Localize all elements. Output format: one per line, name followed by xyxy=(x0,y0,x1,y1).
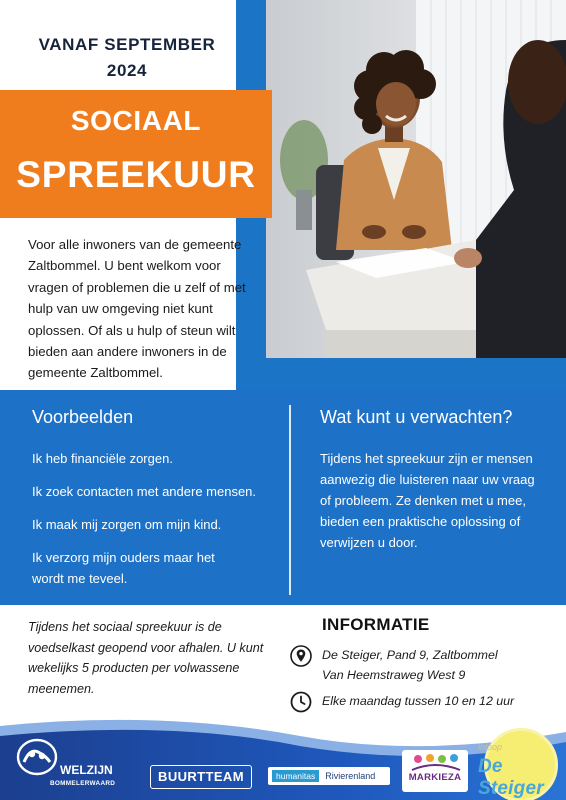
meeting-photo xyxy=(266,0,566,358)
location-line-2: Van Heemstraweg West 9 xyxy=(322,668,466,682)
example-item: Ik zoek contacten met andere mensen. xyxy=(32,484,257,499)
humanitas-label: humanitas xyxy=(272,770,319,782)
expectations-text: Tijdens het spreekuur zijn er mensen aanwezig die luisteren naar uw vraag of probleem. Ze denken met u mee, bieden een praktische oplossing of verwijzen u door. xyxy=(320,451,535,550)
food-cupboard-note: Tijdens het sociaal spreekuur is de voedselkast geopend voor afhalen. U kunt wekelijks 5 producten per volwassene meenemen. xyxy=(28,620,264,696)
welzijn-logo-name: WELZIJN xyxy=(60,763,113,777)
start-date xyxy=(20,32,234,84)
de-steiger-label: De Steiger xyxy=(478,756,544,799)
info-title: INFORMATIE xyxy=(322,615,430,634)
welzijn-logo-sub: BOMMELERWAARD xyxy=(50,780,116,787)
map-pin-icon xyxy=(290,645,312,667)
start-date-line-1: VANAF SEPTEMBER xyxy=(38,35,216,54)
example-item: Ik verzorg mijn ouders maar het wordt me teveel. xyxy=(32,550,215,586)
markieza-label: MARKIEZA xyxy=(408,772,462,783)
time-text: Elke maandag tussen 10 en 12 uur xyxy=(322,694,515,708)
rivierenland-label: Rivierenland xyxy=(325,771,376,781)
info-location xyxy=(290,645,498,685)
column-divider xyxy=(289,405,291,595)
location-line-1: De Steiger, Pand 9, Zaltbommel xyxy=(322,648,498,662)
start-date-line-2: 2024 xyxy=(106,61,148,80)
intro-text: Voor alle inwoners van de gemeente Zaltbommel. U bent welkom voor vragen of problemen die u zelf of met hulp van uw omgeving niet kunt oplossen. Of als u hulp of steun wilt bieden aan andere inwoners in de gemeente Zaltbommel. xyxy=(28,237,246,381)
markieza-figures-icon xyxy=(402,750,468,772)
example-item: Ik heb financiële zorgen. xyxy=(32,451,173,466)
welzijn-logo-icon xyxy=(16,738,58,776)
markieza-logo xyxy=(402,750,468,792)
title-line-2: SPREEKUUR xyxy=(16,154,256,195)
examples-title: Voorbeelden xyxy=(32,407,134,427)
buurtteam-logo: BUURTTEAM xyxy=(150,765,252,789)
humanitas-logo xyxy=(268,767,390,785)
examples-list xyxy=(32,448,282,601)
de-steiger-small-label: inloop xyxy=(478,742,503,752)
expectations-title: Wat kunt u verwachten? xyxy=(320,407,513,427)
example-item: Ik maak mij zorgen om mijn kind. xyxy=(32,517,222,532)
title-line-1: SOCIAAL xyxy=(70,105,202,136)
